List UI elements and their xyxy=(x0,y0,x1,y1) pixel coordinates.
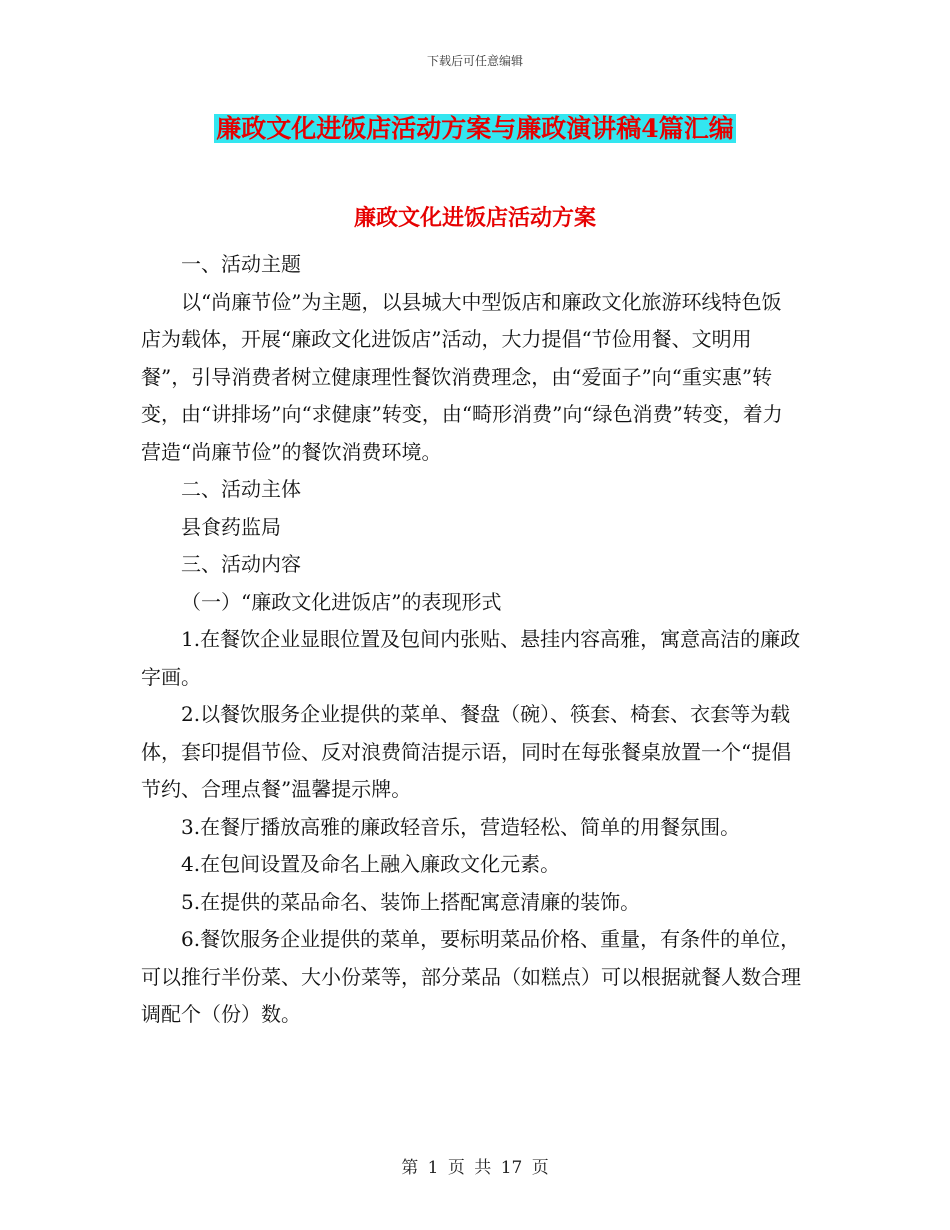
subheading-forms: （一）“廉政文化进饭店”的表现形式 xyxy=(181,589,502,614)
list-item-4: 4.在包间设置及命名上融入廉政文化元素。 xyxy=(181,852,561,876)
heading-activity-subject: 二、活动主体 xyxy=(181,477,301,501)
document-body xyxy=(141,246,801,1034)
heading-activity-theme: 一、活动主题 xyxy=(181,252,301,276)
document-title-text: 廉政文化进饭店活动方案与廉政演讲稿4篇汇编 xyxy=(216,114,734,143)
heading-activity-content: 三、活动内容 xyxy=(181,552,301,576)
list-item-3: 3.在餐厅播放高雅的廉政轻音乐，营造轻松、简单的用餐氛围。 xyxy=(181,814,741,839)
document-title xyxy=(0,112,950,146)
header-note: 下载后可任意编辑 xyxy=(426,54,523,68)
list-item-5: 5.在提供的菜品命名、装饰上搭配寓意清廉的装饰。 xyxy=(181,889,641,914)
section-title: 廉政文化进饭店活动方案 xyxy=(353,205,596,231)
list-item-1: 1.在餐饮企业显眼位置及包间内张贴、悬挂内容高雅，寓意高洁的廉政字画。 xyxy=(141,627,801,689)
paragraph-activity-theme: 以“尚廉节俭”为主题，以县城大中型饭店和廉政文化旅游环线特色饭店为载体，开展“廉政文化进饭店”活动，大力提倡“节俭用餐、文明用餐”，引导消费者树立健康理性餐饮消费理念，由“爱面子”向“重实惠”转变，由“讲排场”向“求健康”转变，由“畸形消费”向“绿色消费”转变，着力营造“尚廉节俭”的餐饮消费环境。 xyxy=(141,289,783,464)
page-number-footer: 第 1 页 共 17 页 xyxy=(401,1158,549,1178)
list-item-2: 2.以餐饮服务企业提供的菜单、餐盘（碗）、筷套、椅套、衣套等为载体，套印提倡节俭、反对浪费简洁提示语，同时在每张餐桌放置一个“提倡节约、合理点餐”温馨提示牌。 xyxy=(141,702,792,801)
list-item-6: 6.餐饮服务企业提供的菜单，要标明菜品价格、重量，有条件的单位，可以推行半份菜、大小份菜等，部分菜品（如糕点）可以根据就餐人数合理调配个（份）数。 xyxy=(141,927,801,1026)
paragraph-activity-subject: 县食药监局 xyxy=(181,514,281,539)
